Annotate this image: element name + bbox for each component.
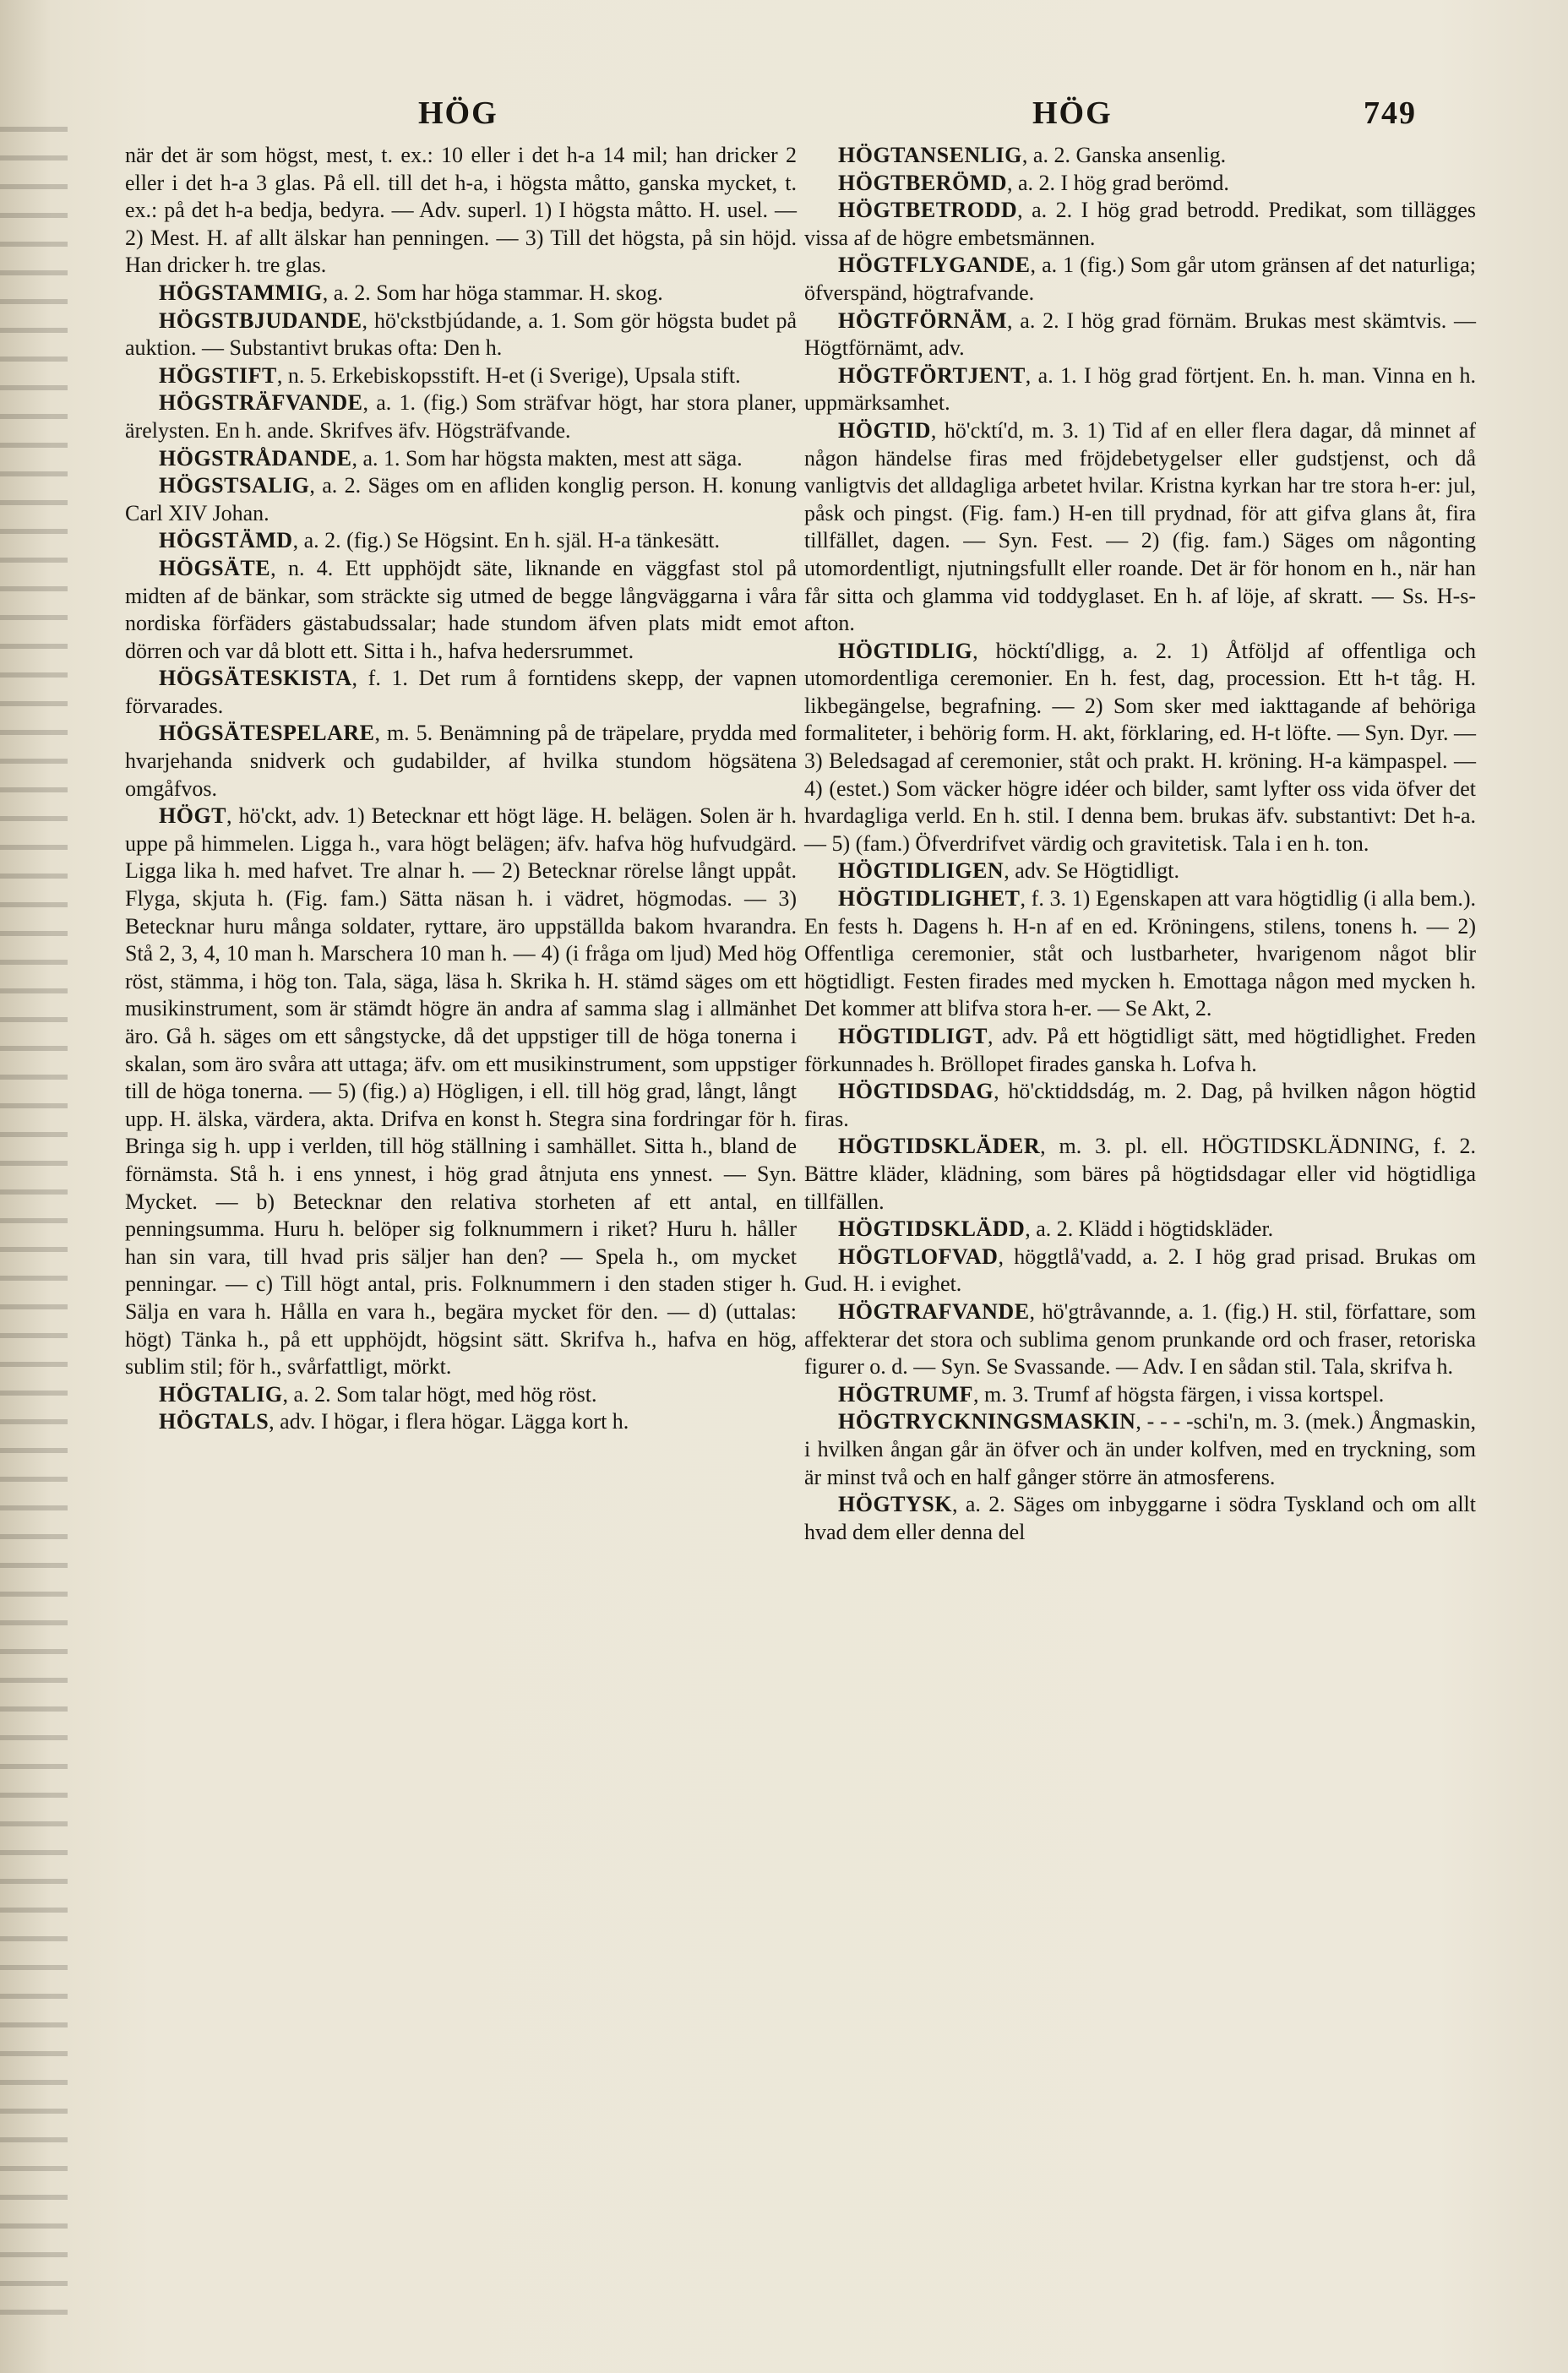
- headword: HÖGTIDLIGT: [838, 1024, 988, 1048]
- dictionary-entry: HÖGTALIG, a. 2. Som talar högt, med hög röst.: [159, 1381, 597, 1407]
- headword: HÖGTANSENLIG: [838, 143, 1022, 167]
- headword: HÖGSTAMMIG: [159, 280, 323, 305]
- headword: HÖGTLOFVAD: [838, 1244, 999, 1269]
- headword: HÖGSTRÄFVANDE: [159, 390, 363, 416]
- running-head-center: HÖG: [1032, 95, 1113, 131]
- running-head-left: HÖG: [418, 95, 498, 131]
- dictionary-entry: HÖGTIDLIGHET, f. 3. 1) Egenskapen att vara högtidlig (i alla bem.). En fests h. Dagens h. H-n af en ed. Kröningens, stilens, tonens h. — 2) Offentliga ceremonier, ståt och lustbarheter, hvarigenom något blir högtidligt. Festen firades med mycken h. Emottaga någon med mycken h. Det kommer att blifva stora h-er. — Se Akt, 2.: [804, 886, 1476, 1021]
- dictionary-entry: HÖGT, hö'ckt, adv. 1) Betecknar ett högt läge. H. belägen. Solen är h. uppe på himmelen. Ligga h., vara högt belägen; äfv. hafva hög hufvudgärd. Ligga lika h. med hafvet. Tre alnar h. — 2) Betecknar rörelse långt uppåt. Flyga, skjuta h. (Fig. fam.) Sätta näsan h. i vädret, högmodas. — 3) Betecknar huru många soldater, ryttare, äro uppställda bakom hvarandra. Stå 2, 3, 4, 10 man h. Marschera 10 man h. — 4) (i fråga om ljud) Med hög röst, stämma, i hög ton. Tala, säga, läsa h. Skrika h. H. stämd säges om ett musikinstrument, som är stämdt högre än andra af samma slag i allmänhet äro. Gå h. säges om ett sångstycke, då det uppstiger till de höga tonerna i skalan, som äro svåra att uttaga; äfv. om ett musikinstrument, som uppstiger till de höga tonerna. — 5) (fig.) a) Högligen, i ell. till hög grad, långt, långt upp. H. älska, värdera, akta. Drifva en konst h. Stegra sina fordringar för h. Bringa sig h. upp i verlden, till hög ställning i samhället. Sitta h., bland de förnämsta. Stå h. i ens ynnest, i hög grad åtnjuta ens ynnest. — Syn. Mycket. — b) Betecknar den relativa storheten af ett antal, en penningsumma. Huru h. belöper sig folknummern i riket? Huru h. håller han sin vara, till hvad pris säljer han den? — Spela h., om mycket penningar. — c) Till högt antal, pris. Folknummern i den staden stiger h. Sälja en vara h. Hålla en vara h., begära mycket för den. — d) (uttalas: högt) Tänka h., på ett upphöjdt, högsint sätt. Skrifva h., hafva en hög, sublim stil; för h., svårfattligt, mörkt.: [125, 803, 797, 1380]
- dictionary-entry: HÖGSTSALIG, a. 2. Säges om en afliden konglig person. H. konung Carl XIV Johan.: [125, 473, 797, 525]
- dictionary-entry: HÖGTRYCKNINGSMASKIN, - - - -schi'n, m. 3. (mek.) Ångmaskin, i hvilken ångan går än öfver och än under kolfven, med en tryckning, som är minst två och en half gånger större än atmosferens.: [804, 1409, 1476, 1489]
- dictionary-entry: HÖGTANSENLIG, a. 2. Ganska ansenlig.: [838, 143, 1227, 167]
- dictionary-entry: HÖGTALS, adv. I högar, i flera högar. Lägga kort h.: [159, 1409, 629, 1434]
- headword: HÖGTIDLIGHET: [838, 886, 1021, 912]
- book-gutter-shadow: [0, 127, 68, 2323]
- dictionary-entry: HÖGSTIFT, n. 5. Erkebiskopsstift. H-et (i Sverige), Upsala stift.: [159, 362, 741, 388]
- headword: HÖGSÄTE: [159, 555, 271, 580]
- dictionary-entry: HÖGTRUMF, m. 3. Trumf af högsta färgen, i vissa kortspel.: [838, 1381, 1385, 1407]
- dictionary-entry: HÖGTIDLIGEN, adv. Se Högtidligt.: [838, 858, 1179, 884]
- headword: HÖGSTÄMD: [159, 528, 293, 553]
- dictionary-entry: HÖGTIDSKLÄDER, m. 3. pl. ell. HÖGTIDSKLÄDNING, f. 2. Bättre kläder, klädning, som bäres på högtidsdagar eller vid högtidliga tillfällen.: [804, 1134, 1476, 1214]
- dictionary-entry: HÖGTYSK, a. 2. Säges om inbyggarne i södra Tyskland och om allt hvad dem eller denna del: [804, 1492, 1476, 1544]
- headword: HÖGTFÖRTJENT: [838, 362, 1026, 388]
- dictionary-entry: HÖGTFLYGANDE, a. 1 (fig.) Som går utom gränsen af det naturliga; öfverspänd, högtrafvande.: [804, 253, 1476, 305]
- dictionary-entry: HÖGTIDSKLÄDD, a. 2. Klädd i högtidskläder.: [838, 1216, 1274, 1242]
- dictionary-entry: HÖGTIDLIG, höcktí'dligg, a. 2. 1) Åtföljd af offentliga och utomordentliga ceremonier. En h. fest, dag, procession. Ett h-t tåg. H. likbegängelse, begrafning. — 2) Som sker med iakttagande af behöriga formaliteter, i behörig form. H. akt, förklaring, ed. H-t löfte. — Syn. Dyr. — 3) Beledsagad af ceremonier, ståt och prakt. H. kröning. H-a kämpaspel. — 4) (estet.) Som väcker högre idéer och bilder, samt lyfter oss vida öfver det hvardagliga verld. En h. stil. I denna bem. brukas äfv. substantivt: Det h-a. — 5) (fam.) Öfverdrifvet värdig och gravitetisk. Tala i en h. ton.: [804, 638, 1476, 856]
- dictionary-entry: HÖGSTAMMIG, a. 2. Som har höga stammar. H. skog.: [159, 280, 663, 305]
- dictionary-entry: HÖGTFÖRNÄM, a. 2. I hög grad förnäm. Brukas mest skämtvis. — Högtförnämt, adv.: [804, 308, 1476, 361]
- headword: HÖGSÄTESKISTA: [159, 666, 352, 691]
- headword: HÖGTFÖRNÄM: [838, 308, 1007, 333]
- headword: HÖGTYSK: [838, 1492, 952, 1517]
- headword: HÖGSTBJUDANDE: [159, 308, 362, 333]
- headword: HÖGTIDSKLÄDD: [838, 1216, 1026, 1242]
- dictionary-entry: HÖGTBETRODD, a. 2. I hög grad betrodd. Predikat, som tillägges vissa af de högre embetsmännen.: [804, 198, 1476, 250]
- headword: HÖGTFLYGANDE: [838, 253, 1031, 278]
- right-column: [804, 142, 1476, 1546]
- headword: HÖGTIDSDAG: [838, 1079, 994, 1104]
- dictionary-entry: HÖGTBERÖMD, a. 2. I hög grad berömd.: [838, 170, 1229, 195]
- headword: HÖGTRAFVANDE: [838, 1298, 1030, 1324]
- dictionary-entry: HÖGSÄTESPELARE, m. 5. Benämning på de träpelare, prydda med hvarjehanda snidverk och gudabilder, af hvilka stundom högsätena omgåfvos.: [125, 721, 797, 801]
- headword: HÖGT: [159, 803, 227, 829]
- dictionary-entry: HÖGTIDLIGT, adv. På ett högtidligt sätt, med högtidlighet. Freden förkunnades h. Bröllopet firades ganska h. Lofva h.: [804, 1024, 1476, 1076]
- headword: HÖGTIDLIGEN: [838, 858, 1004, 884]
- dictionary-entry: HÖGSTRÄFVANDE, a. 1. (fig.) Som sträfvar högt, har stora planer, ärelysten. En h. ande. Skrifves äfv. Högsträfvande.: [125, 390, 797, 443]
- headword: HÖGTBETRODD: [838, 198, 1018, 223]
- dictionary-entry: HÖGTFÖRTJENT, a. 1. I hög grad förtjent. En. h. man. Vinna en h. uppmärksamhet.: [804, 362, 1476, 416]
- dictionary-entry: HÖGTIDSDAG, hö'cktiddsdág, m. 2. Dag, på hvilken någon högtid firas.: [804, 1079, 1476, 1131]
- headword: HÖGSTSALIG: [159, 473, 310, 498]
- headword: HÖGTRYCKNINGSMASKIN: [838, 1409, 1136, 1434]
- page-number: 749: [1364, 95, 1417, 131]
- headword: HÖGTBERÖMD: [838, 170, 1008, 195]
- headword: HÖGTID: [838, 417, 931, 443]
- headword: HÖGTIDSKLÄDER: [838, 1134, 1041, 1159]
- dictionary-entry: HÖGTID, hö'cktí'd, m. 3. 1) Tid af en eller flera dagar, då minnet af någon händelse firas med fröjdebetygelser eller gudstjenst, och då vanligtvis det alldagliga arbetet hvilar. Kristna kyrkan har tre stora h-er: jul, påsk och pingst. (Fig. fam.) H-en till prydnad, för att gifva glans åt, fira tillfället, dagen. — Syn. Fest. — 2) (fig. fam.) Säges om någonting utomordentligt, njutningsfullt eller roande. Det är för honom en h., när han får sitta och glamma vid toddyglaset. En h. af löje, af skratt. — Ss. H-s-afton.: [804, 417, 1476, 636]
- dictionary-entry: HÖGTLOFVAD, höggtlå'vadd, a. 2. I hög grad prisad. Brukas om Gud. H. i evighet.: [804, 1244, 1476, 1297]
- dictionary-entry: HÖGSTÄMD, a. 2. (fig.) Se Högsint. En h. själ. H-a tänkesätt.: [159, 528, 721, 553]
- entry-continuation: när det är som högst, mest, t. ex.: 10 eller i det h-a 14 mil; han dricker 2 eller i det h-a 3 glas. På ell. till det h-a, i högsta måtto, ganska mycket, t. ex.: på det h-a bedja, bedyra. — Adv. superl. 1) I högsta måtto. H. usel. — 2) Mest. H. af allt älskar han penningen. — 3) Till det högsta, på sin höjd. Han dricker h. tre glas.: [125, 143, 797, 278]
- headword: HÖGSÄTESPELARE: [159, 721, 375, 746]
- headword: HÖGTIDLIG: [838, 638, 973, 663]
- dictionary-entry: HÖGTRAFVANDE, hö'gtråvannde, a. 1. (fig.) H. stil, författare, som affekterar det stora och sublima genom prunkande ord och fraser, retoriska figurer o. d. — Syn. Se Svassande. — Adv. I en sådan stil. Tala, skrifva h.: [804, 1298, 1476, 1380]
- dictionary-entry: HÖGSÄTESKISTA, f. 1. Det rum å forntidens skepp, der vapnen förvarades.: [125, 666, 797, 718]
- left-column: [125, 142, 797, 1436]
- dictionary-entry: HÖGSTRÅDANDE, a. 1. Som har högsta makten, mest att säga.: [159, 445, 743, 471]
- dictionary-entry: HÖGSÄTE, n. 4. Ett upphöjdt säte, liknande en väggfast stol på midten af de bänkar, som sträckte sig utmed de begge långväggarna i våra nordiska förfäders gästabudssalar; hade stundom äfven plats midt emot dörren och var då blott ett. Sitta i h., hafva hedersrummet.: [125, 555, 797, 663]
- headword: HÖGTALS: [159, 1409, 270, 1434]
- headword: HÖGTALIG: [159, 1381, 283, 1407]
- headword: HÖGTRUMF: [838, 1381, 973, 1407]
- dictionary-entry: HÖGSTBJUDANDE, hö'ckstbjúdande, a. 1. Som gör högsta budet på auktion. — Substantivt brukas ofta: Den h.: [125, 308, 797, 361]
- headword: HÖGSTIFT: [159, 362, 277, 388]
- headword: HÖGSTRÅDANDE: [159, 445, 352, 471]
